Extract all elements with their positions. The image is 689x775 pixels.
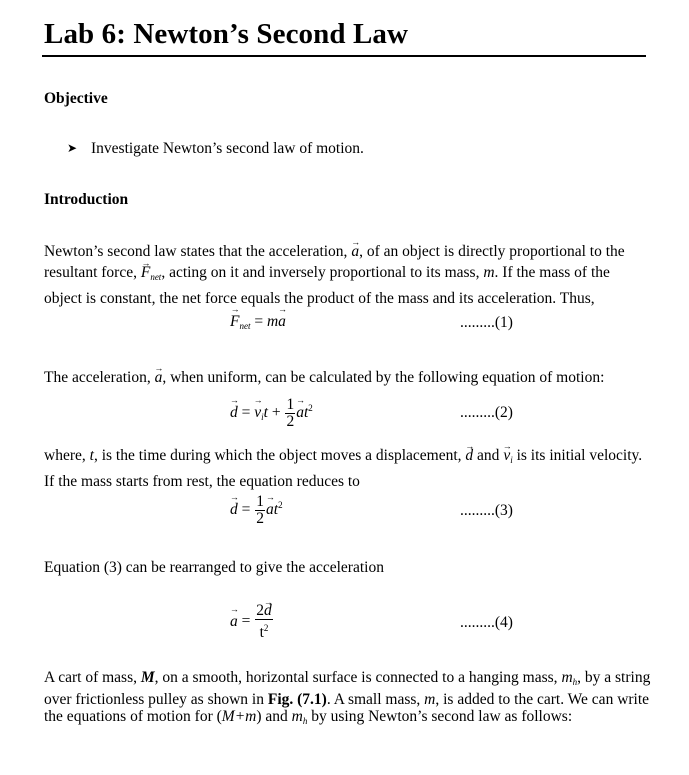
equation-3: → d = $\frac{1}{2}$ → $at^2$ — [230, 494, 283, 527]
equation-4-number: .........(4) — [460, 614, 513, 631]
intro-paragraph-3-line-1: where, t, is the time during which the object moves a displacement, → d and → $v_i$ is its initial velocity. — [44, 445, 644, 471]
acceleration-vector: → a — [351, 241, 359, 262]
intro-paragraph-1 — [44, 241, 644, 309]
net-force-vector: → F — [141, 262, 150, 283]
intro-paragraph-1-line-1: Newton’s second law states that the acceleration, → a, of an object is directly proportional to the — [44, 241, 644, 262]
objective-bullet — [67, 140, 364, 158]
intro-paragraph-5 — [44, 669, 651, 730]
intro-paragraph-1-line-3: object is constant, the net force equals the product of the mass and its acceleration. Thus, — [44, 290, 595, 307]
equation-2: → d = → $v_it$ + $\frac{1}{2}$ → $at^2$ — [230, 397, 313, 430]
page-title: Lab 6: Newton’s Second Law — [44, 18, 409, 50]
arrow-bullet-icon: ➤ — [67, 141, 78, 155]
intro-paragraph-5-line-2: over frictionless pulley as shown in Fig. (7.1). A small mass, m, is added to the cart. We can write — [44, 691, 650, 708]
figure-reference: Fig. (7.1) — [267, 691, 327, 708]
intro-paragraph-1-line-2: resultant force, → $F_{net}$, acting on it and inversely proportional to its mass, m. If the mass of the — [44, 262, 644, 288]
intro-paragraph-2: The acceleration, → a, when uniform, can be calculated by the following equation of motion: — [44, 367, 644, 388]
net-subscript: net — [150, 272, 162, 282]
intro-paragraph-5-line-3: the equations of motion for (M+m) and $m_h$ by using Newton’s second law as follows: — [44, 708, 573, 726]
intro-paragraph-5-line-1: A cart of mass, M, on a smooth, horizontal surface is connected to a hanging mass, $m_h$, by a string — [44, 669, 651, 687]
intro-paragraph-4: Equation (3) can be rearranged to give the acceleration — [44, 559, 384, 576]
mass-symbol: m — [483, 264, 495, 281]
intro-paragraph-3 — [44, 445, 644, 492]
equation-4: → a = $\frac{2\to d}{t^2}$ — [230, 603, 274, 641]
equation-1-number: .........(1) — [460, 314, 513, 331]
objective-heading: Objective — [44, 90, 108, 107]
introduction-heading: Introduction — [44, 191, 129, 208]
equation-2-number: .........(2) — [460, 404, 513, 421]
objective-bullet-text: Investigate Newton’s second law of motion. — [91, 140, 364, 157]
intro-paragraph-3-line-2: If the mass starts from rest, the equation reduces to — [44, 473, 360, 490]
title-divider — [42, 55, 646, 57]
equation-1: → $F_{net} = m\to a$ — [230, 313, 286, 331]
equation-3-number: .........(3) — [460, 502, 513, 519]
